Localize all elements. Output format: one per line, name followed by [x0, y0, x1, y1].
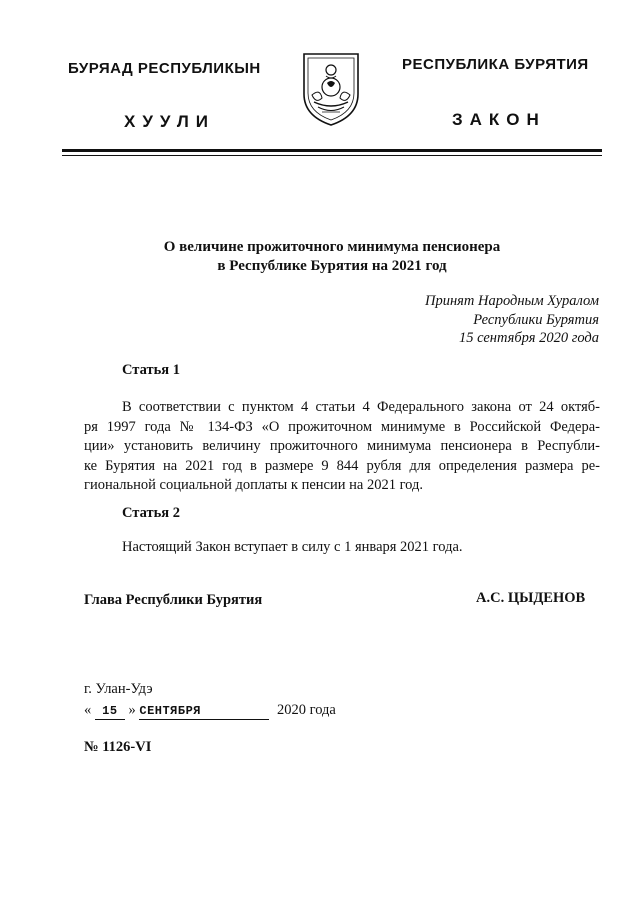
header-rule-thick	[62, 149, 602, 152]
date-day: 15	[102, 704, 118, 718]
signatory-position: Глава Республики Бурятия	[84, 592, 263, 608]
date-year: 2020 года	[277, 702, 336, 718]
document-title	[62, 238, 602, 276]
article-1-line: В соответствии с пунктом 4 статьи 4 Федерального закона от 24 октяб-	[122, 399, 600, 415]
adoption-note	[339, 292, 599, 348]
coat-of-arms-icon	[300, 50, 362, 128]
article-1-line: ря 1997 года № 134-ФЗ «О прожиточном минимуме в Российской Федера-	[84, 418, 600, 435]
date-line	[84, 702, 336, 720]
signatory-name: А.С. ЦЫДЕНОВ	[476, 590, 586, 606]
close-quote: »	[128, 702, 136, 718]
header-left-subtitle: ХУУЛИ	[124, 112, 215, 131]
article-2-text: Настоящий Закон вступает в силу с 1 января 2021 года.	[122, 539, 463, 555]
header-rule-thin	[62, 155, 602, 156]
adoption-line-1: Принят Народным Хуралом	[424, 293, 599, 309]
article-1-line: ции» установить величину прожиточного минимума пенсионера в Республи-	[84, 438, 600, 454]
adoption-line-2: Республики Бурятия	[473, 311, 599, 328]
open-quote: «	[84, 702, 92, 718]
header-right-subtitle: ЗАКОН	[452, 110, 546, 129]
city: г. Улан-Удэ	[84, 681, 153, 697]
article-1-line: гиональной социальной доплаты к пенсии на 2021 год.	[84, 477, 423, 493]
article-1-heading: Статья 1	[122, 362, 180, 378]
header-right-title: РЕСПУБЛИКА БУРЯТИЯ	[402, 56, 589, 73]
adoption-date: 15 сентября 2020 года	[458, 330, 599, 346]
law-number: № 1126-VI	[84, 739, 152, 755]
header-left-title: БУРЯАД РЕСПУБЛИКЫН	[68, 60, 261, 77]
title-line-1: О величине прожиточного минимума пенсионера	[163, 239, 501, 255]
title-line-2: в Республике Бурятия на 2021 год	[217, 258, 447, 274]
article-2-heading: Статья 2	[122, 505, 180, 521]
date-month: СЕНТЯБРЯ	[139, 704, 201, 718]
article-1-text	[84, 398, 600, 496]
article-1-line: ке Бурятия на 2021 год в размере 9 844 рубля для определения размера ре-	[84, 457, 600, 474]
